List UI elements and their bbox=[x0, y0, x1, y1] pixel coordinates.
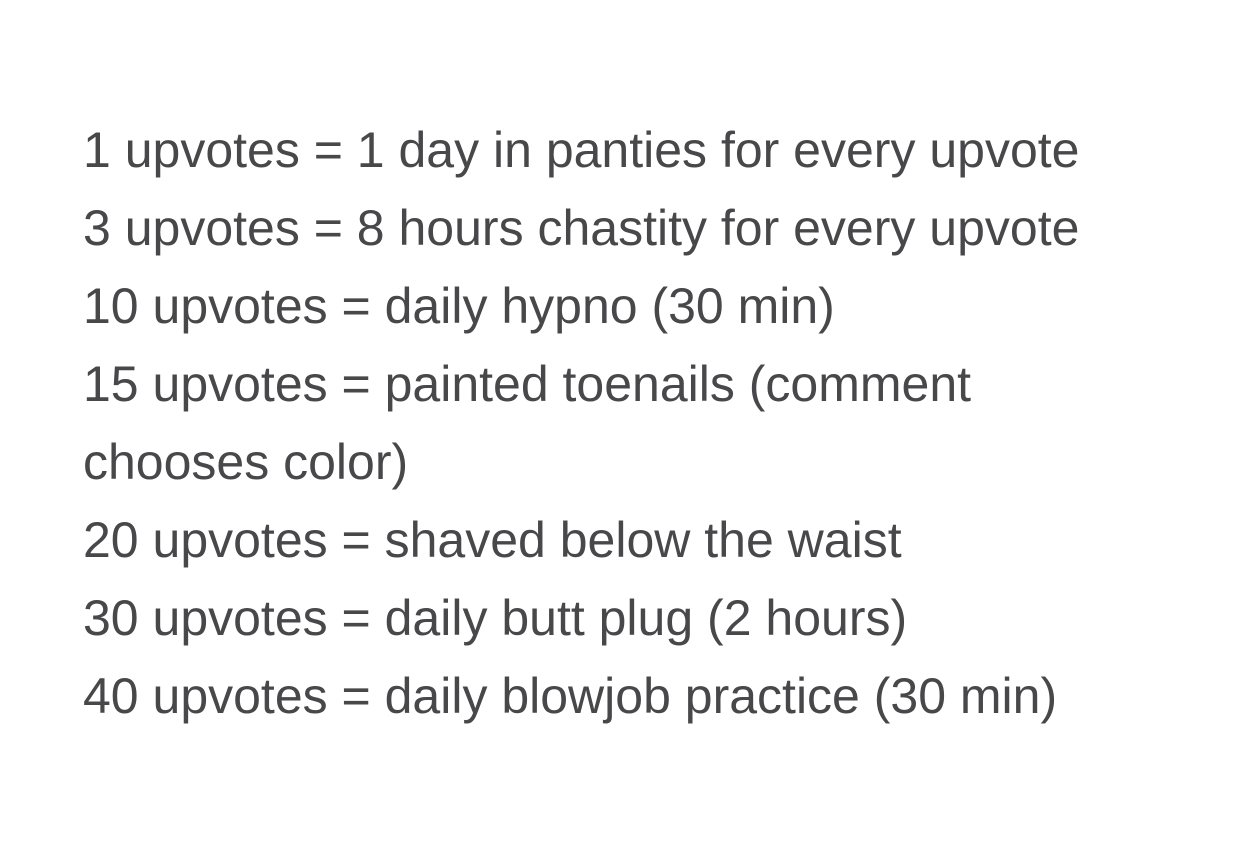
upvote-goal-line-2: 3 upvotes = 8 hours chastity for every upvote bbox=[83, 200, 1080, 256]
upvote-goal-line-7: 40 upvotes = daily blowjob practice (30 min) bbox=[83, 668, 1058, 724]
upvote-goal-line-1: 1 upvotes = 1 day in panties for every upvote bbox=[83, 122, 1080, 178]
upvote-goal-line-6: 30 upvotes = daily butt plug (2 hours) bbox=[83, 590, 908, 646]
upvote-goal-line-4: 15 upvotes = painted toenails (comment chooses color) bbox=[83, 356, 972, 490]
upvote-goal-line-3: 10 upvotes = daily hypno (30 min) bbox=[83, 278, 835, 334]
upvote-goal-line-5: 20 upvotes = shaved below the waist bbox=[83, 512, 902, 568]
